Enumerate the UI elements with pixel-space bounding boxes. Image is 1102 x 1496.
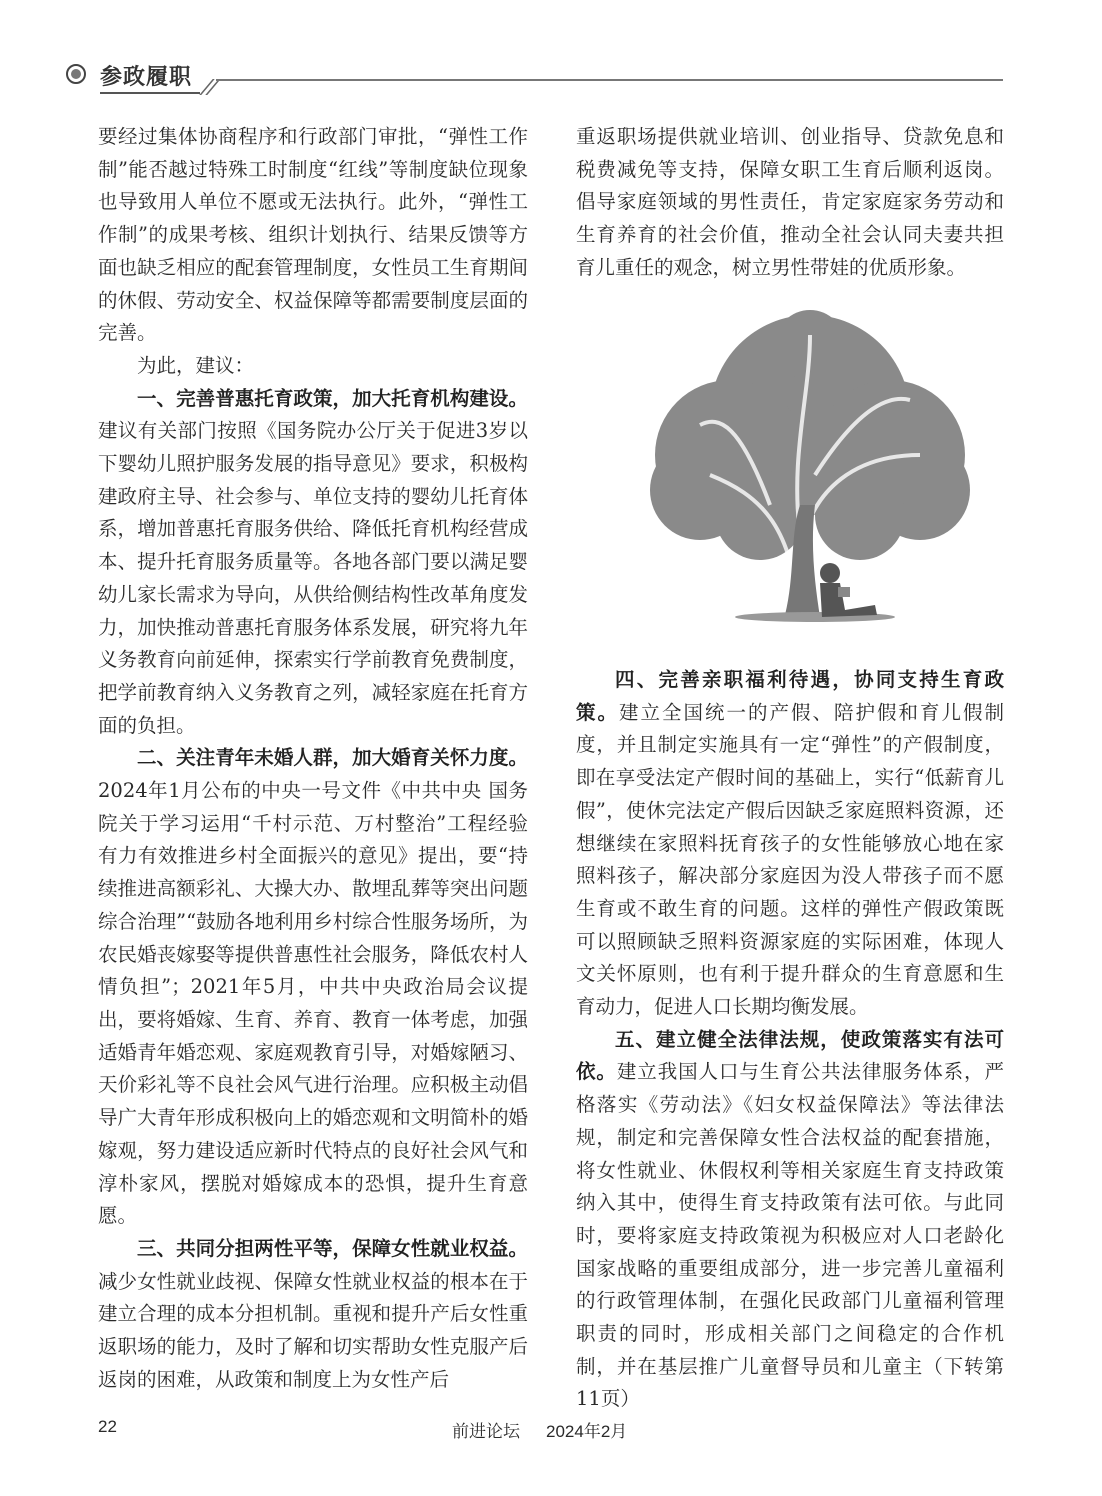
section-heading: 三、共同分担两性平等，保障女性就业权益。 <box>137 1236 528 1260</box>
section-title: 参政履职 <box>100 65 193 90</box>
section-heading: 五、建立健全法律法规，使政策落实有法可依。 <box>576 1027 1004 1084</box>
footer-publication <box>452 1417 653 1442</box>
tree-reading-child-illustration <box>640 305 980 625</box>
left-column <box>98 121 528 1396</box>
section-body: 建立全国统一的产假、陪护假和育儿假制度，并且制定实施具有一定“弹性”的产假制度，即在享受法定产假时间的基础上，实行“低薪育儿假”，使休完法定产假后因缺乏家庭照料资源，还想继续在家照料抚育孩子的女性能够放心地在家照料孩子，解决部分家庭因为没人带孩子而不愿生育或不敢生育的问题。这样的弹性产假政策既可以照顾缺乏照料资源家庭的实际困难，体现人文关怀原则，也有利于提升群众的生育意愿和生育动力，促进人口长期均衡发展。 <box>576 700 1004 1019</box>
paragraph: 重返职场提供就业培训、创业指导、贷款免息和税费减免等支持，保障女职工生育后顺利返岗。倡导家庭领域的男性责任，肯定家庭家务劳动和生育养育的社会价值，推动全社会认同夫妻共担育儿重任的观念，树立男性带娃的优质形象。 <box>576 125 1004 279</box>
issue-date: 2024年2月 <box>546 1422 628 1441</box>
page-number: 22 <box>98 1417 117 1436</box>
section-4 <box>576 664 1004 1024</box>
section-heading: 二、关注青年未婚人群，加大婚育关怀力度。 <box>137 746 528 770</box>
title-underline <box>100 92 200 94</box>
continued-note: （下转第11页） <box>576 1354 1004 1411</box>
right-column-top <box>576 121 1004 285</box>
paragraph: 要经过集体协商程序和行政部门审批，“弹性工作制”能否越过特殊工时制度“红线”等制度缺位现象也导致用人单位不愿或无法执行。此外，“弹性工作制”的成果考核、组织计划执行、结果反馈等方面也缺乏相应的配套管理制度，女性员工生育期间的休假、劳动安全、权益保障等都需要制度层面的完善。 <box>98 125 528 345</box>
right-column-bottom <box>576 664 1004 1416</box>
header-rule <box>216 79 1003 81</box>
section-body: 2024年1月公布的中央一号文件《中共中央 国务院关于学习运用“千村示范、万村整治”工程经验 有力有效推进乡村全面振兴的意见》提出，要“持续推进高额彩礼、大操大办、散埋乱葬等突出问题综合治理”“鼓励各地利用乡村综合性服务场所，为农民婚丧嫁娶等提供普惠性社会服务，降低农村人情负担”；2021年5月，中共中央政治局会议提出，要将婚嫁、生育、养育、教育一体考虑，加强适婚青年婚恋观、家庭观教育引导，对婚嫁陋习、天价彩礼等不良社会风气进行治理。应积极主动倡导广大青年形成积极向上的婚恋观和文明简朴的婚嫁观，努力建设适应新时代特点的良好社会风气和淳朴家风，摆脱对婚嫁成本的恐惧，提升生育意愿。 <box>98 779 528 1228</box>
section-heading: 四、完善亲职福利待遇，协同支持生育政策。 <box>576 668 1004 724</box>
section-1 <box>98 383 528 743</box>
reading-child-silhouette <box>820 563 877 617</box>
target-circle-icon <box>66 64 86 84</box>
section-2 <box>98 742 528 1233</box>
section-body: 建议有关部门按照《国务院办公厅关于促进3岁以下婴幼儿照护服务发展的指导意见》要求，积极构建政府主导、社会参与、单位支持的婴幼儿托育体系，增加普惠托育服务供给、降低托育机构经营成本、提升托育服务质量等。各地各部门要以满足婴幼儿家长需求为导向，从供给侧结构性改革角度发力，加快推动普惠托育服务体系发展，研究将九年义务教育向前延伸，探索实行学前教育免费制度，把学前教育纳入义务教育之列，减轻家庭在托育方面的负担。 <box>98 419 528 737</box>
section-heading: 一、完善普惠托育政策，加大托育机构建设。 <box>137 386 528 410</box>
paragraph: 为此，建议： <box>137 353 255 377</box>
divider-slash <box>205 79 220 95</box>
publication-name: 前进论坛 <box>452 1422 520 1441</box>
section-5 <box>576 1024 1004 1416</box>
section-3 <box>98 1233 528 1397</box>
section-body: 建立我国人口与生育公共法律服务体系，严格落实《劳动法》《妇女权益保障法》等法律法规，制定和完善保障女性合法权益的配套措施，将女性就业、休假权利等相关家庭生育支持政策纳入其中，使得生育支持政策有法可依。与此同时，要将家庭支持政策视为积极应对人口老龄化国家战略的重要组成部分，进一步完善儿童福利的行政管理体制，在强化民政部门儿童福利管理职责的同时，形成相关部门之间稳定的合作机制，并在基层推广儿童督导员和儿童主 <box>576 1060 1004 1378</box>
section-body: 减少女性就业歧视、保障女性就业权益的根本在于建立合理的成本分担机制。重视和提升产后女性重返职场的能力，及时了解和切实帮助女性克服产后返岗的困难，从政策和制度上为女性产后 <box>98 1269 528 1391</box>
